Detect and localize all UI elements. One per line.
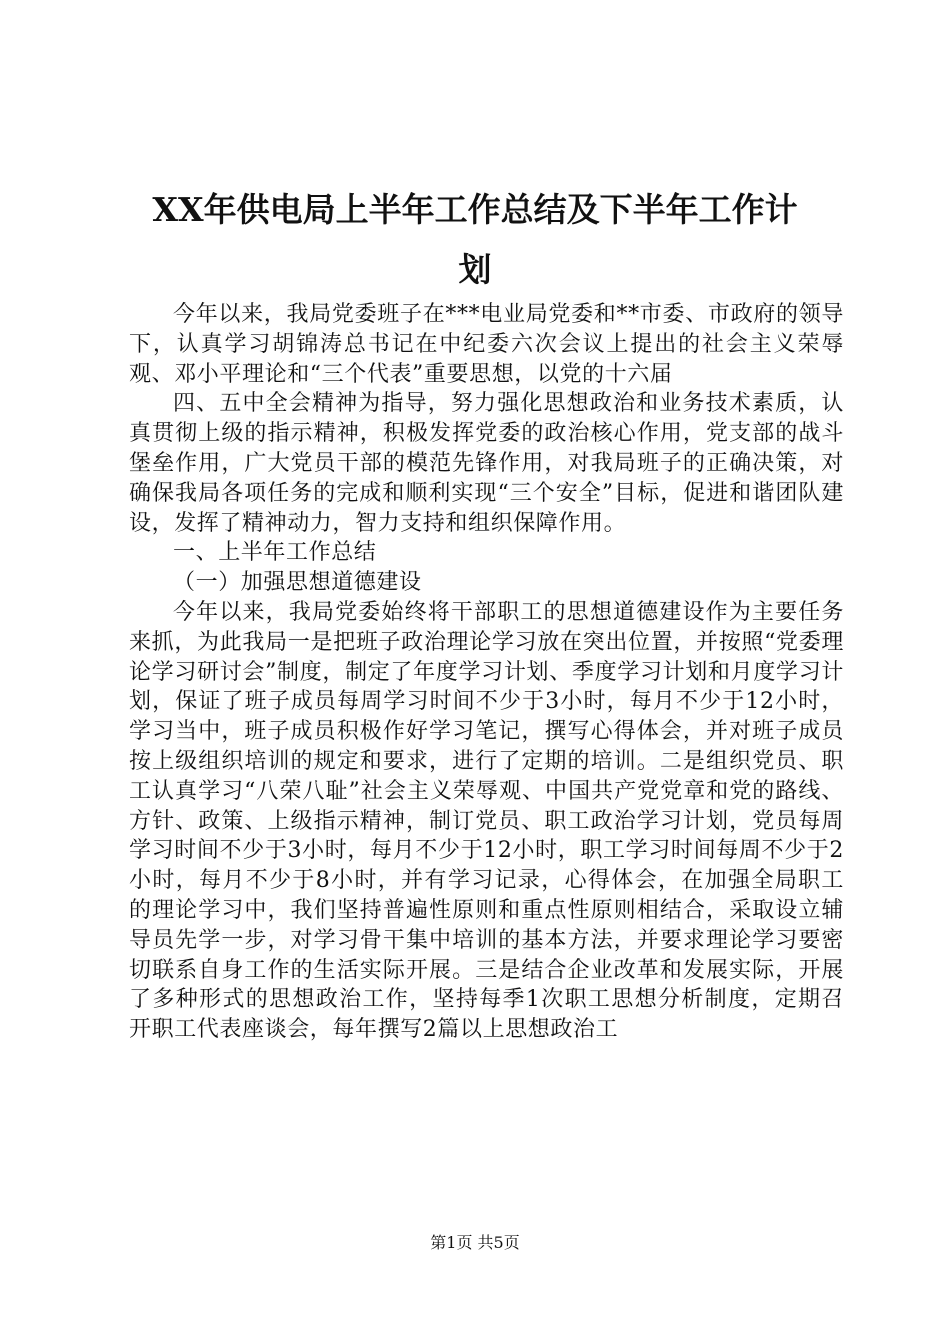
document-title-line-2: 划	[458, 250, 492, 289]
subsection-heading-ideology: （一）加强思想道德建设	[173, 570, 422, 596]
paragraph-ideology-detail: 今年以来，我局党委始终将干部职工的思想道德建设作为主要任务来抓，为此我局一是把班子政治理论学习放在突出位置，并按照“党委理论学习研讨会”制度，制定了年度学习计划、季度学习计划和月度学习计划，保证了班子成员每周学习时间不少于3小时，每月不少于12小时，学习当中，班子成员积极作好学习笔记，撰写心得体会，并对班子成员按上级组织培训的规定和要求，进行了定期的培训。二是组织党员、职工认真学习“八荣八耻”社会主义荣辱观、中国共产党党章和党的路线、方针、政策、上级指示精神，制订党员、职工政治学习计划，党员每周学习时间不少于3小时，每月不少于12小时，职工学习时间每周不少于2小时，每月不少于8小时，并有学习记录，心得体会，在加强全局职工的理论学习中，我们坚持普遍性原则和重点性原则相结合，采取设立辅导员先学一步，对学习骨干集中培训的基本方法，并要求理论学习要密切联系自身工作的生活实际开展。三是结合企业改革和发展实际，开展了多种形式的思想政治工作，坚持每季1次职工思想分析制度，定期召开职工代表座谈会，每年撰写2篇以上思想政治工	[129, 599, 844, 1043]
document-title-line-1: XX年供电局上半年工作总结及下半年工作计	[152, 190, 798, 229]
paragraph-intro: 今年以来，我局党委班子在***电业局党委和**市委、市政府的领导下，认真学习胡锦涛总书记在中纪委六次会议上提出的社会主义荣辱观、邓小平理论和“三个代表”重要思想，以党的十六届	[129, 302, 844, 387]
section-heading-first-half-summary: 一、上半年工作总结	[173, 540, 377, 566]
document-body	[129, 300, 844, 1045]
page-number-footer: 第1页 共5页	[430, 1233, 520, 1252]
paragraph-guidance: 四、五中全会精神为指导，努力强化思想政治和业务技术素质，认真贯彻上级的指示精神，积极发挥党委的政治核心作用，党支部的战斗堡垒作用，广大党员干部的模范先锋作用，对我局班子的正确决策，对确保我局各项任务的完成和顺利实现“三个安全”目标，促进和谐团队建设，发挥了精神动力，智力支持和组织保障作用。	[129, 391, 844, 536]
